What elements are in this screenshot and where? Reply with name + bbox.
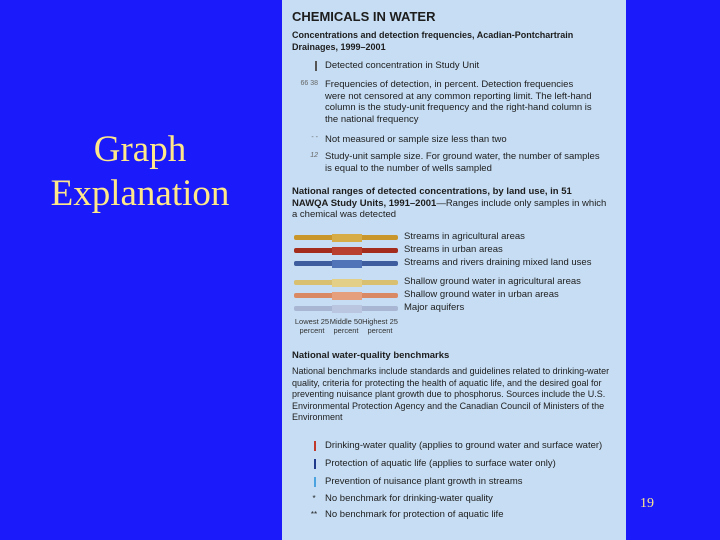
sample-size-example: 12 xyxy=(310,152,318,159)
nuisance-plant-benchmark-marker xyxy=(314,477,316,487)
legend-item-detected: Detected concentration in Study Unit xyxy=(325,60,480,71)
frequency-example: 66 38 xyxy=(300,80,318,87)
percentile-high-label: Highest 25 percent xyxy=(362,317,398,335)
slide-title-line-1: Graph xyxy=(93,129,187,170)
benchmark-drinking-water: Drinking-water quality (applies to ground water and surface water) xyxy=(325,440,603,451)
benchmark-no-aquatic-life: No benchmark for protection of aquatic life xyxy=(325,509,504,520)
band-label-gw-agricultural: Shallow ground water in agricultural areas xyxy=(404,276,581,287)
band-label-streams-agricultural: Streams in agricultural areas xyxy=(404,231,525,242)
legend-panel xyxy=(282,0,626,540)
band-mid-streams-agricultural xyxy=(332,234,362,242)
ranges-heading: National ranges of detected concentrations, by land use, in 51 NAWQA Study Units, 1991–2001 xyxy=(292,186,572,209)
no-aquatic-benchmark-marker: ** xyxy=(310,510,318,519)
aquatic-life-benchmark-marker xyxy=(314,459,316,469)
benchmark-nuisance-plant: Prevention of nuisance plant growth in streams xyxy=(325,476,523,487)
slide-title xyxy=(20,128,260,216)
benchmarks-description: National benchmarks include standards and guidelines related to drinking-water quality, criteria for protecting the health of aquatic life, and the desired goal for preventing nuisance plant growth due to phosphorus. Sources include the U.S. Environmental Protection Agency and the Canadian Council of Ministers of the Environment xyxy=(292,366,610,422)
band-label-streams-urban: Streams in urban areas xyxy=(404,244,503,255)
slide-title-line-2: Explanation xyxy=(50,173,230,214)
percentile-mid-label: Middle 50 percent xyxy=(329,317,363,335)
band-mid-major-aquifers xyxy=(332,305,362,313)
band-label-major-aquifers: Major aquifers xyxy=(404,302,465,313)
band-mid-streams-urban xyxy=(332,247,362,255)
panel-subheading: Concentrations and detection frequencies, Acadian-Pontchartrain Drainages, 1999–2001 xyxy=(292,30,574,52)
ranges-desc: —Ranges include only samples in which a chemical was detected xyxy=(292,197,607,220)
band-mid-gw-urban xyxy=(332,292,362,300)
slide-number: 19 xyxy=(640,496,654,511)
drinking-water-benchmark-marker xyxy=(314,441,316,451)
benchmark-aquatic-life: Protection of aquatic life (applies to surface water only) xyxy=(325,458,556,469)
ranges-description xyxy=(292,186,610,221)
band-mid-streams-mixed xyxy=(332,260,362,268)
panel-heading: CHEMICALS IN WATER xyxy=(292,9,436,24)
not-measured-marker: - - xyxy=(311,134,318,141)
no-drinking-benchmark-marker: * xyxy=(312,494,316,503)
legend-item-sample-size: Study-unit sample size. For ground water, the number of samples is equal to the number of wells sampled xyxy=(325,151,600,174)
benchmark-no-drinking-water: No benchmark for drinking-water quality xyxy=(325,493,493,504)
legend-item-frequencies: Frequencies of detection, in percent. Detection frequencies were not censored at any common reporting limit. The left-hand column is the study-unit frequency and the right-hand column is the national frequency xyxy=(325,79,592,125)
legend-item-not-measured: Not measured or sample size less than two xyxy=(325,134,507,145)
band-mid-gw-agricultural xyxy=(332,279,362,287)
percentile-low-label: Lowest 25 percent xyxy=(294,317,330,335)
detected-concentration-marker xyxy=(315,61,317,71)
benchmarks-heading: National water-quality benchmarks xyxy=(292,350,450,361)
band-label-gw-urban: Shallow ground water in urban areas xyxy=(404,289,559,300)
band-label-streams-mixed: Streams and rivers draining mixed land uses xyxy=(404,257,592,268)
